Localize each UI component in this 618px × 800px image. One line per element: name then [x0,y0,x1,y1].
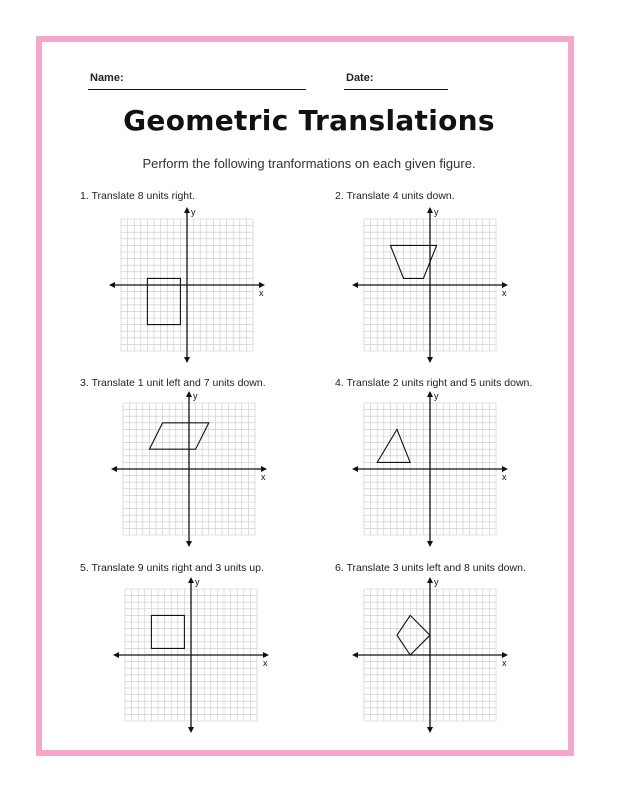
problem-3-label: 3. Translate 1 unit left and 7 units down. [80,377,266,389]
y-axis-letter: y [193,391,198,401]
x-axis-arrow-left [352,652,358,658]
y-axis-arrow-down [427,727,433,733]
date-label: Date: [346,72,374,84]
problem-2-label: 2. Translate 4 units down. [335,190,455,202]
y-axis-letter: y [434,391,439,401]
y-axis-letter: y [434,577,439,587]
page-title: Geometric Translations [123,104,495,137]
x-axis-letter: x [263,658,268,668]
problem-6-label: 6. Translate 3 units left and 8 units down. [335,562,526,574]
x-axis-letter: x [502,288,507,298]
y-axis-arrow-up [427,577,433,583]
problem-5-label: 5. Translate 9 units right and 3 units up. [80,562,264,574]
x-axis-letter: x [502,658,507,668]
name-label: Name: [90,72,124,84]
y-axis-letter: y [191,207,196,217]
x-axis-letter: x [259,288,264,298]
y-axis-letter: y [195,577,200,587]
x-axis-letter: x [261,472,266,482]
problem-4-label: 4. Translate 2 units right and 5 units down. [335,377,533,389]
y-axis-letter: y [434,207,439,217]
x-axis-letter: x [502,472,507,482]
problem-1-label: 1. Translate 8 units right. [80,190,195,202]
instructions: Perform the following tranformations on each given figure. [142,156,476,171]
